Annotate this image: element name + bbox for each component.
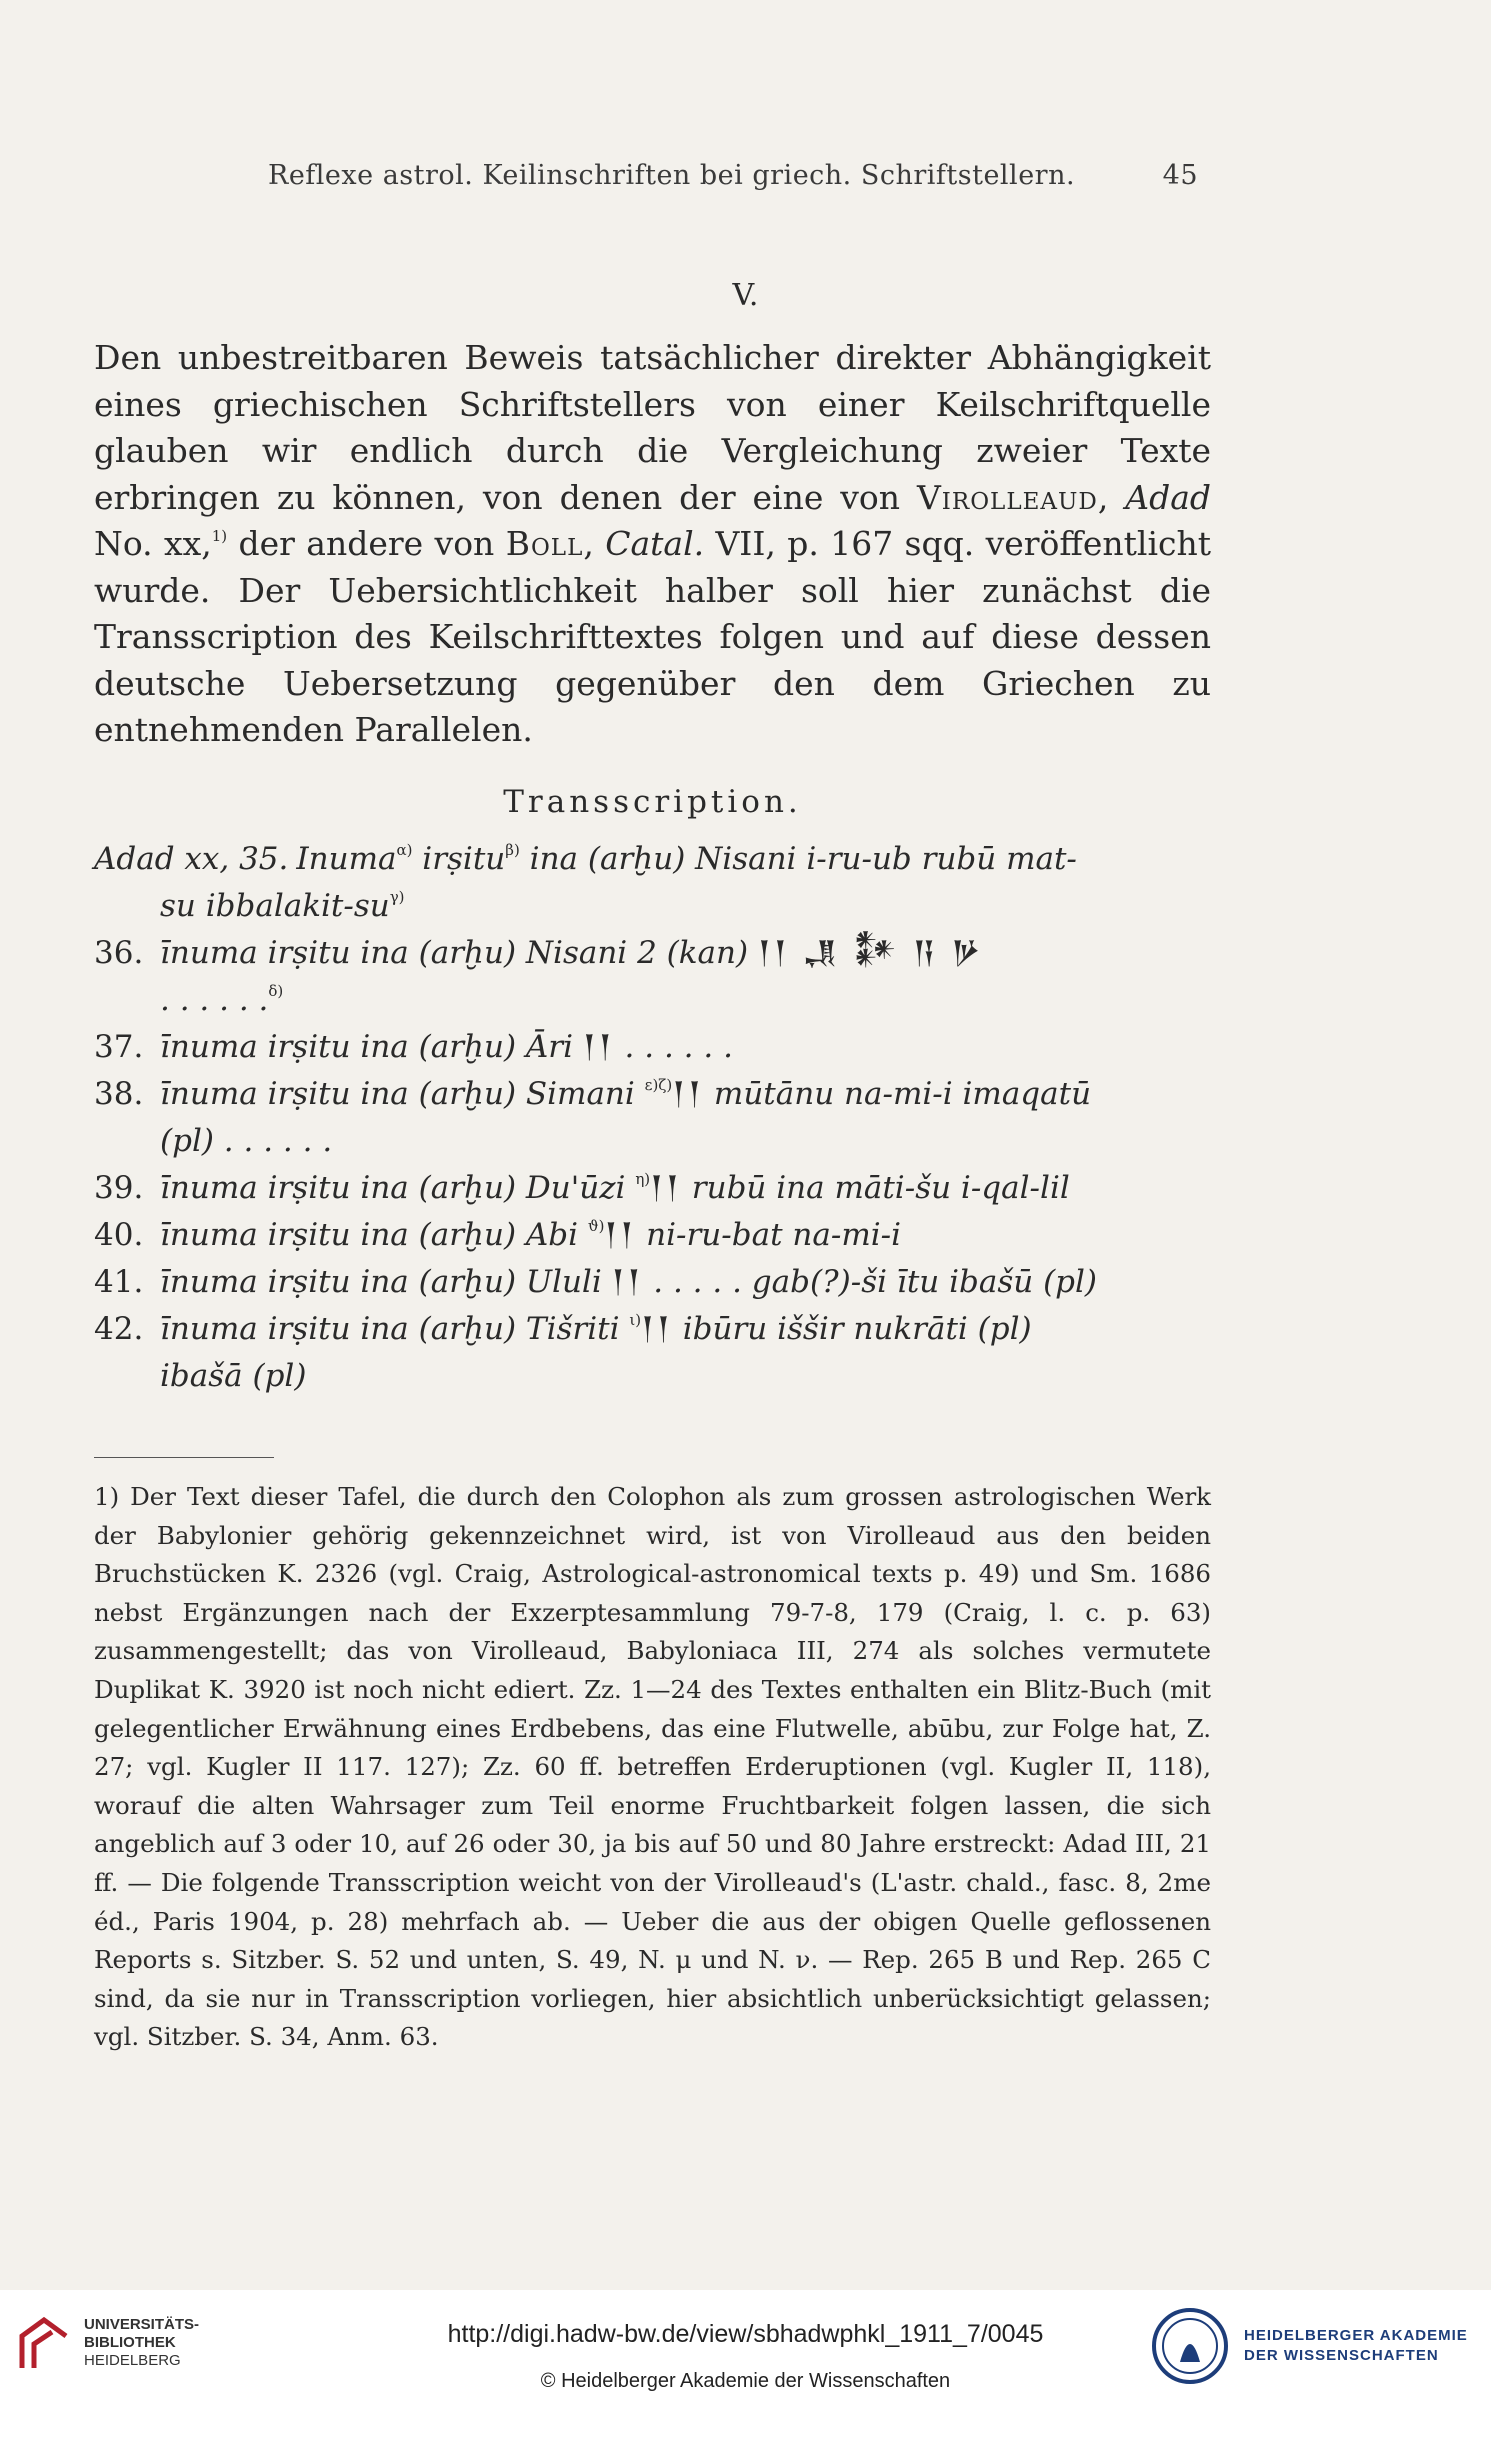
cuneiform-signs: 𒁹𒁹: [604, 1216, 637, 1253]
para-text-3: der andere von: [227, 524, 506, 563]
transcription-heading: Transscription.: [503, 783, 802, 820]
transcription-text: īnuma irṣitu ina (arḫu) Nisani 2 (kan): [160, 934, 758, 971]
transcription-text: Inuma: [296, 840, 397, 877]
footnote-rule: [94, 1457, 274, 1458]
work-adad: Adad: [1125, 477, 1211, 517]
transcription-line: [94, 930, 1211, 977]
note-mark: γ): [389, 887, 405, 906]
academy-name-line2: DER WISSENSCHAFTEN: [1244, 2347, 1439, 2364]
transcription-line: [94, 1306, 1211, 1353]
transcription-text: īnuma irṣitu ina (arḫu) Abi: [160, 1216, 588, 1253]
library-name-line1: UNIVERSITÄTS-: [84, 2316, 200, 2333]
transcription-line: [94, 977, 1211, 1024]
transcription-text: na-mi-i: [782, 1216, 902, 1253]
cuneiform-signs: 𒁹𒁹 𒂗 𒀯 𒀀 𒃻: [757, 934, 985, 971]
cuneiform-signs: 𒁹𒁹: [611, 1263, 644, 1300]
transcription-text: ina (arḫu) Nisani i-ru-ub rubū mat-: [519, 840, 1077, 877]
transcription-line: [94, 1024, 1211, 1071]
para-text-4: VII, p. 167 sqq. veröffentlicht wurde. Der Uebersichtlichkeit halber soll hier zunächst die Transscription des Keilschrifttextes folgen und auf diese dessen deutsche Uebersetzung gegenüber den dem Griechen zu entnehmenden Parallelen.: [94, 524, 1212, 749]
academy-name: [1244, 2326, 1468, 2366]
transcription-line: [94, 836, 1211, 883]
cuneiform-signs: 𒁹𒁹: [582, 1028, 615, 1065]
note-mark: ϑ): [587, 1216, 605, 1235]
transcription-text: irṣitu: [412, 840, 506, 877]
note-mark: η): [635, 1169, 651, 1188]
line-number: 39.: [94, 1169, 144, 1206]
transcription-text: īnuma irṣitu ina (arḫu) Simani: [160, 1075, 645, 1112]
transcription-line: [94, 1165, 1211, 1212]
line-number: 40.: [94, 1216, 144, 1253]
transcription-lines: [94, 836, 1211, 1400]
transcription-text: rubū ina māti-šu i-qal-lil: [681, 1169, 1070, 1206]
note-mark: α): [396, 840, 413, 859]
transcription-text: īnuma irṣitu ina (arḫu) Ululi: [160, 1263, 612, 1300]
academy-seal-icon[interactable]: [1150, 2306, 1230, 2386]
copyright-notice: © Heidelberger Akademie der Wissenschaften: [540, 2370, 951, 2392]
body-paragraph: Den unbestreitbaren Beweis tatsächlicher direkter Abhängigkeit eines griechischen Schriftstellers von einer Keilschriftquelle glauben wir endlich durch die Vergleichung zweier Texte erbringen zu können, von denen der eine von Virolleaud, Adad No. xx,$^{1)}$ der andere von Boll, Catal. VII, p. 167 sqq. veröffentlicht wurde. Der Uebersichtlichkeit halber soll hier zunächst die Transscription des Keilschrifttextes folgen und auf diese dessen deutsche Uebersetzung gegenüber den dem Griechen zu entnehmenden Parallelen.: [94, 338, 1212, 749]
note-mark: ι): [629, 1310, 642, 1329]
footer-bar: [0, 2290, 1491, 2439]
transcription-text: īnuma irṣitu ina (arḫu) Āri: [160, 1028, 583, 1065]
transcription-text: mūtānu: [704, 1075, 835, 1112]
library-name-line3: HEIDELBERG: [84, 2352, 181, 2369]
transcription-text: ibūru iššir: [672, 1310, 844, 1347]
library-name-line2: BIBLIOTHEK: [84, 2334, 176, 2351]
transcription-text: ni-ru-bat: [636, 1216, 783, 1253]
transcription-text: nukrāti (pl): [843, 1310, 1032, 1347]
line-number: 41.: [94, 1263, 144, 1300]
page-number: 45: [1162, 160, 1198, 191]
line-number: 38.: [94, 1075, 144, 1112]
note-mark: δ): [268, 981, 284, 1000]
transcription-line: [94, 1353, 1211, 1400]
main-text: [94, 335, 1211, 1400]
transcription-text: . . . . . .: [160, 981, 269, 1018]
transcription-text: . . . . . gab(?)-ši ītu ibašū (pl): [643, 1263, 1098, 1300]
line-number: Adad xx, 35.: [94, 840, 289, 877]
running-title: Reflexe astrol. Keilinschriften bei griech. Schriftstellern.: [268, 160, 1076, 191]
transcription-line: [94, 883, 1211, 930]
line-number: 37.: [94, 1028, 144, 1065]
transcription-text: ibašā (pl): [160, 1357, 307, 1394]
author-boll: Boll: [505, 524, 584, 563]
para-text-2: No. xx,: [94, 524, 212, 563]
work-catal: Catal.: [605, 524, 705, 563]
transcription-text: su ibbalakit-su: [160, 887, 390, 924]
transcription-line: [94, 1071, 1211, 1118]
transcription-line: [94, 1118, 1211, 1165]
transcription-line: [94, 1212, 1211, 1259]
transcription-text: . . . . . .: [614, 1028, 733, 1065]
note-mark: ζ): [658, 1075, 673, 1094]
author-virolleaud: Virolleaud: [916, 477, 1098, 517]
permalink-url[interactable]: http://digi.hadw-bw.de/view/sbhadwphkl_1911_7/0045: [447, 2320, 1044, 2348]
running-head: [268, 160, 1198, 191]
line-number: 36.: [94, 934, 144, 971]
para-text-1: Den unbestreitbaren Beweis tatsächlicher direkter Abhängigkeit eines griechischen Schriftstellers von einer Keilschriftquelle glauben wir endlich durch die Vergleichung zweier Texte erbringen zu können, von denen der eine von: [94, 338, 1211, 517]
transcription-text: na-mi-i: [834, 1075, 953, 1112]
transcription-text: īnuma irṣitu ina (arḫu) Du'ūzi: [160, 1169, 636, 1206]
footnote-mark[interactable]: 1): [211, 527, 228, 545]
note-mark: ε): [644, 1075, 659, 1094]
academy-name-line1: HEIDELBERGER AKADEMIE: [1244, 2327, 1468, 2344]
cuneiform-signs: 𒁹𒁹: [672, 1075, 705, 1112]
footnote: 1) Der Text dieser Tafel, die durch den Colophon als zum grossen astrologischen Werk der Babylonier gehörig gekennzeichnet wird, ist von Virolleaud aus den beiden Bruchstücken K. 2326 (vgl. Craig, Astrological-astronomical texts p. 49) und Sm. 1686 nebst Ergänzungen nach der Exzerptesammlung 79-7-8, 179 (Craig, l. c. p. 63) zusammengestellt; das von Virolleaud, Babyloniaca III, 274 als solches vermutete Duplikat K. 3920 ist noch nicht ediert. Zz. 1—24 des Textes enthalten ein Blitz-Buch (mit gelegentlicher Erwähnung eines Erdbebens, das eine Flutwelle, abūbu, zur Folge hat, Z. 27; vgl. Kugler II 117. 127); Zz. 60 ff. betreffen Erderuptionen (vgl. Kugler II, 118), worauf die alten Wahrsager zum Teil enorme Fruchtbarkeit folgen lassen, die sich angeblich auf 3 oder 10, auf 26 oder 30, ja bis auf 50 und 80 Jahre erstreckt: Adad III, 21 ff. — Die folgende Transscription weicht von der Virolleaud's (L'astr. chald., fasc. 8, 2me éd., Paris 1904, p. 28) mehrfach ab. — Ueber die aus der obigen Quelle geflossenen Reports s. Sitzber. S. 52 und unten, S. 49, N. μ und N. ν. — Rep. 265 B und Rep. 265 C sind, da sie nur in Transscription vorliegen, hier absichtlich unberücksichtigt gelassen; vgl. Sitzber. S. 34, Anm. 63.: [94, 1482, 1211, 2052]
line-number: 42.: [94, 1310, 144, 1347]
transcription-line: [94, 1259, 1211, 1306]
transcription-text: īnuma irṣitu ina (arḫu) Tišriti: [160, 1310, 630, 1347]
note-mark: β): [505, 840, 520, 859]
transcription-text: imaqatū: [952, 1075, 1092, 1112]
section-number: V.: [732, 278, 759, 313]
cuneiform-signs: 𒁹𒁹: [650, 1169, 682, 1206]
cuneiform-signs: 𒁹𒁹: [641, 1310, 673, 1347]
transcription-text: (pl) . . . . . .: [160, 1122, 333, 1159]
